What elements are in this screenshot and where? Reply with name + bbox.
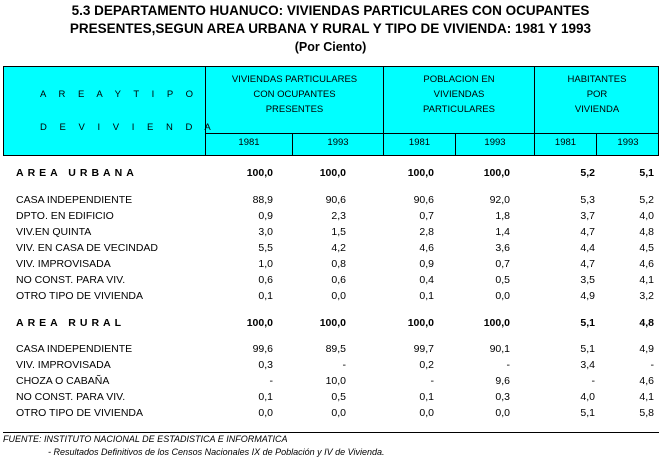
title-unit: (Por Ciento) bbox=[294, 40, 367, 54]
section-label: AREA RURAL bbox=[16, 317, 126, 329]
header-area-line2: D E V I V I E N D A bbox=[40, 122, 216, 133]
table-row: CHOZA O CABAÑA - 10,0 - 9,6 - 4,6 bbox=[16, 375, 654, 387]
footer-note: - Resultados Definitivos de los Censos Nacionales IX de Población y IV de Vivienda. bbox=[48, 447, 385, 457]
table-row: NO CONST. PARA VIV. 0,1 0,5 0,1 0,3 4,0 4,1 bbox=[16, 391, 654, 403]
footer-source: FUENTE: INSTITUTO NACIONAL DE ESTADISTICA E INFORMATICA bbox=[3, 434, 288, 444]
header-divider bbox=[205, 133, 659, 134]
table-row: VIV. EN CASA DE VECINDAD 5,5 4,2 4,6 3,6 4,4 4,5 bbox=[16, 242, 654, 254]
title-line-1: 5.3 DEPARTAMENTO HUANUCO: VIVIENDAS PARTICULARES CON OCUPANTES bbox=[71, 3, 590, 18]
table-row: CASA INDEPENDIENTE 99,6 89,5 99,7 90,1 5,1 4,9 bbox=[16, 343, 654, 355]
year-1981: 1981 bbox=[408, 137, 431, 148]
year-1981: 1981 bbox=[554, 137, 577, 148]
header-group-poblacion: POBLACION EN VIVIENDAS PARTICULARES bbox=[423, 74, 495, 115]
header-group-habitantes: HABITANTES POR VIVIENDA bbox=[567, 74, 627, 115]
year-1993: 1993 bbox=[327, 137, 349, 148]
year-1993: 1993 bbox=[484, 137, 506, 148]
table-row: VIV. IMPROVISADA 1,0 0,8 0,9 0,7 4,7 4,6 bbox=[16, 258, 654, 270]
table-row: CASA INDEPENDIENTE 88,9 90,6 90,6 92,0 5,3 5,2 bbox=[16, 194, 654, 206]
section-label: AREA URBANA bbox=[16, 167, 138, 179]
table-row: VIV. IMPROVISADA 0,3 - 0,2 - 3,4 - bbox=[16, 359, 654, 371]
table-row: OTRO TIPO DE VIVIENDA 0,0 0,0 0,0 0,0 5,1 5,8 bbox=[16, 407, 654, 419]
header-area-line1: A R E A Y T I P O bbox=[40, 89, 199, 100]
section-rural: AREA RURAL 100,0 100,0 100,0 100,0 5,1 4,8 bbox=[16, 317, 654, 329]
year-1993: 1993 bbox=[617, 137, 639, 148]
table-row: DPTO. EN EDIFICIO 0,9 2,3 0,7 1,8 3,7 4,0 bbox=[16, 210, 654, 222]
table-row: OTRO TIPO DE VIVIENDA 0,1 0,0 0,1 0,0 4,9 3,2 bbox=[16, 290, 654, 302]
table-row: VIV.EN QUINTA 3,0 1,5 2,8 1,4 4,7 4,8 bbox=[16, 226, 654, 238]
section-urbana: AREA URBANA 100,0 100,0 100,0 100,0 5,2 5,1 bbox=[16, 167, 654, 179]
header-group-viviendas: VIVIENDAS PARTICULARES CON OCUPANTES PRESENTES bbox=[231, 74, 358, 115]
title-line-2: PRESENTES,SEGUN AREA URBANA Y RURAL Y TIPO DE VIVIENDA: 1981 Y 1993 bbox=[69, 21, 592, 36]
table-row: NO CONST. PARA VIV. 0,6 0,6 0,4 0,5 3,5 4,1 bbox=[16, 274, 654, 286]
year-1981: 1981 bbox=[238, 137, 260, 148]
